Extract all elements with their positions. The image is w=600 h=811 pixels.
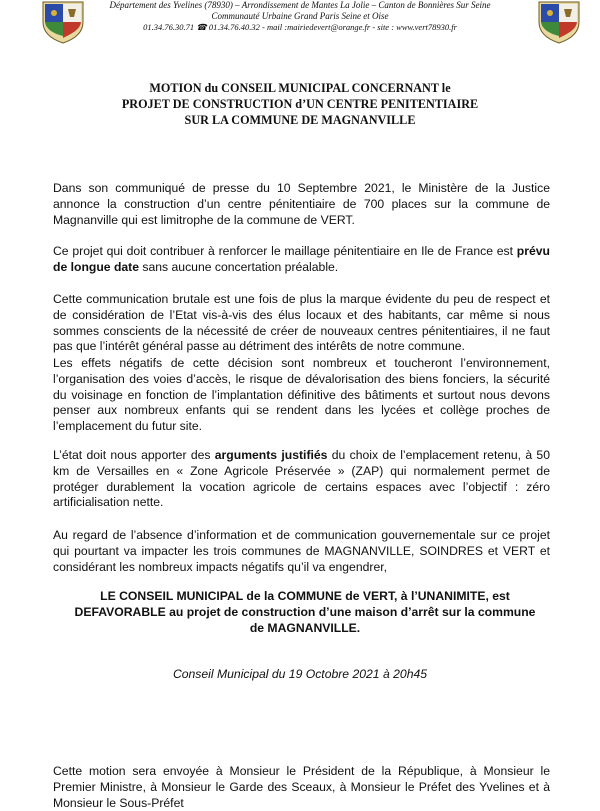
letterhead-line-2: Communauté Urbaine Grand Paris Seine et Oise xyxy=(211,11,389,21)
paragraph-press-release: Dans son communiqué de presse du 10 Septembre 2021, le Ministère de la Justice annonce la construction d’un centre pénitentiaire de 700 places sur la commune de Magnanville qui est limitrophe de la commune de VERT. xyxy=(53,181,550,227)
town-crest-right-icon xyxy=(536,0,582,44)
paragraph-justification xyxy=(53,448,550,511)
title-line-2: PROJET DE CONSTRUCTION d’UN CENTRE PENITENTIAIRE xyxy=(121,97,479,111)
title-line-3: SUR LA COMMUNE DE MAGNANVILLE xyxy=(184,113,416,127)
paragraph-recipients: Cette motion sera envoyée à Monsieur le Président de la République, à Monsieur le Premier Ministre, à Monsieur le Garde des Sceaux, à Monsieur le Préfet des Yvelines et à Monsieur le Sous-Préfet xyxy=(53,764,550,810)
paragraph-project-text-a: Ce projet qui doit contribuer à renforcer le maillage pénitentiaire en Ile de France est xyxy=(53,244,517,258)
letterhead xyxy=(90,0,510,33)
paragraph-considering: Au regard de l’absence d’information et de communication gouvernementale sur ce projet qui pourtant va impacter les trois communes de MAGNANVILLE, SOINDRES et VERT et considérant les nombreux impacts négatifs qu’il va engendrer, xyxy=(53,528,550,574)
title-line-1: MOTION du CONSEIL MUNICIPAL CONCERNANT le xyxy=(149,81,451,95)
document-title xyxy=(60,80,540,128)
letterhead-contact-line: 01.34.76.30.71 ☎ 01.34.76.40.32 - mail :mairiedevert@orange.fr - site : www.vert78930.fr xyxy=(143,22,457,32)
paragraph-project-text-b: sans aucune concertation préalable. xyxy=(139,259,339,274)
paragraph-project-emphasis: prévu de longue date xyxy=(53,244,550,274)
paragraph-negative-effects: Les effets négatifs de cette décision sont nombreux et toucheront l’environnement, l’organisation des voies d’accès, le risque de dévalorisation des biens fonciers, la sécurité du voisinage en fonction de l’implantation définitive des bâtiments et surtout nous devons penser aux nombreux enfants qui se rendent dans les lycées et collège proches de l’emplacement du futur site. xyxy=(53,356,550,434)
council-date: Conseil Municipal du 19 Octobre 2021 à 20h45 xyxy=(172,667,428,681)
motion-conclusion: LE CONSEIL MUNICIPAL de la COMMUNE de VERT, à l’UNANIMITE, est DEFAVORABLE au projet de construction d’une maison d’arrêt sur la commune de MAGNANVILLE. xyxy=(74,589,536,635)
paragraph-project xyxy=(53,244,550,276)
town-crest-left-icon xyxy=(40,0,86,44)
paragraph-justification-text-b: du choix de l’emplacement retenu, à 50 km de Versailles en « Zone Agricole Préservée » (ZAP) qui normalement permet de protéger durablement la vocation agricole de certains espaces avec l’objectif : zéro artificialisation nette. xyxy=(53,448,550,510)
paragraph-justification-emphasis: arguments justifiés xyxy=(214,448,328,462)
paragraph-justification-text-a: L’état doit nous apporter des xyxy=(53,448,215,462)
letterhead-line-1: Département des Yvelines (78930) – Arrondissement de Mantes La Jolie – Canton de Bonnières Sur Seine xyxy=(109,0,491,10)
paragraph-communication: Cette communication brutale est une fois de plus la marque évidente du peu de respect et de considération de l’Etat vis-à-vis des élus locaux et des habitants, car même si nous sommes conscients de la nécessité de créer de nouveaux centres pénitentiaires, il ne faut pas que l’intérêt général passe au détriment des intérêts de notre commune. xyxy=(53,292,550,354)
